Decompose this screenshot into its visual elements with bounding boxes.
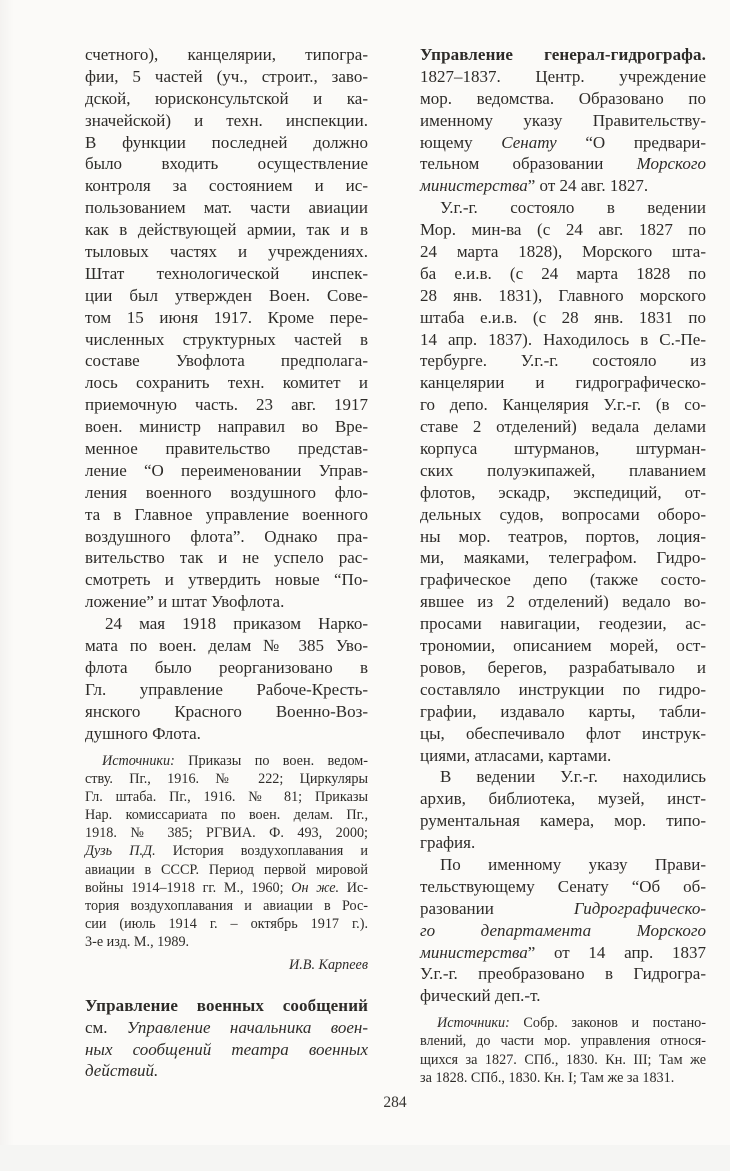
text-segment: В функции последней должно [85, 132, 368, 152]
text-line [420, 504, 706, 526]
text-line [420, 832, 706, 854]
text-segment: лось сохранить техн. комитет и [85, 373, 368, 393]
text-segment: фический деп.-т. [420, 986, 541, 1006]
text-segment: графическое депо (также состо- [420, 570, 706, 590]
right-column [420, 44, 706, 1087]
text-segment: ровов, берегов, разрабатывало и [420, 657, 706, 677]
text-line [85, 806, 368, 824]
text-line [420, 766, 706, 788]
text-segment: Мор. мин-ва (с 24 авг. 1827 по [420, 220, 706, 240]
text-line [85, 307, 368, 329]
text-segment: составляло инструкции по гидро- [420, 679, 706, 699]
text-segment: ” от 14 апр. 1837 [527, 942, 706, 962]
text-line [85, 897, 368, 915]
entry-block [85, 995, 368, 1083]
text-segment: было входить осуществление [85, 154, 368, 174]
text-line [85, 933, 368, 951]
text-line [85, 416, 368, 438]
text-segment: тыловых частях и учреждениях. [85, 242, 368, 262]
text-line [420, 416, 706, 438]
text-segment: Морского [636, 154, 706, 174]
text-segment: Источники: [102, 752, 175, 769]
text-line [420, 263, 706, 285]
text-segment: войны 1914–1918 гг. М., 1960; [85, 879, 292, 896]
text-line [420, 153, 706, 175]
text-segment: Нар. комиссариата по воен. делам. Пг., [85, 807, 368, 824]
text-line [420, 1014, 706, 1032]
text-segment: ложение” и штат Увофлота. [85, 592, 285, 612]
text-segment: та в Главное управление военного [85, 504, 368, 524]
text-line [420, 942, 706, 964]
text-segment: значейской) и техн. инспекции. [85, 110, 368, 130]
text-line [85, 175, 368, 197]
text-line [85, 263, 368, 285]
text-segment: министерства [420, 942, 528, 962]
text-segment: счетного), канцелярии, типогра- [85, 45, 368, 64]
text-line [85, 329, 368, 351]
text-segment: явшее из 2 отделений) ведало во- [420, 592, 706, 612]
text-line [85, 879, 368, 897]
text-segment: Сенату [501, 132, 557, 152]
text-segment: Приказы по воен. ведом- [174, 752, 368, 769]
text-segment: го депо. Канцелярия У.г.-г. (в со- [420, 395, 706, 415]
text-segment: контроля за состоянием и ис- [85, 176, 368, 196]
text-line [85, 547, 368, 569]
text-segment: ставе 2 отделений) ведала делами [420, 417, 706, 437]
text-segment: графии, издавало карты, табли- [420, 701, 706, 721]
text-segment: графия. [420, 833, 476, 853]
text-line [85, 1017, 368, 1039]
text-line [420, 985, 706, 1007]
text-line [420, 329, 706, 351]
text-line [420, 701, 706, 723]
text-line [85, 197, 368, 219]
text-segment: приемочную часть. 23 авг. 1917 [85, 395, 368, 415]
text-segment: Гл. управление Рабоче-Кресть- [85, 679, 368, 699]
text-line [420, 657, 706, 679]
text-line [85, 788, 368, 806]
text-line [85, 995, 368, 1017]
text-segment: тельном образовании [420, 154, 637, 174]
text-line [420, 219, 706, 241]
text-segment: ба е.и.в. (с 24 марта 1828 по [420, 263, 706, 283]
text-segment: действий. [85, 1061, 159, 1081]
text-segment: дельных судов, вопросами оборо- [420, 504, 706, 524]
text-segment: мата по воен. делам № 385 Уво- [85, 636, 368, 656]
text-segment: разовании [420, 898, 574, 918]
text-segment: 24 марта 1828), Морского шта- [420, 242, 706, 262]
text-line [85, 635, 368, 657]
left-column [85, 44, 368, 1082]
text-line [85, 372, 368, 394]
text-segment: смотреть и утвердить новые “По- [85, 570, 368, 590]
text-line [420, 438, 706, 460]
text-line [85, 591, 368, 613]
text-segment: ление “О переименовании Управ- [85, 460, 368, 480]
text-segment: как в действующей армии, так и в [85, 220, 368, 240]
text-segment: 1918. № 385; РГВИА. Ф. 493, 2000; [85, 825, 368, 842]
text-line [420, 723, 706, 745]
text-line [85, 504, 368, 526]
text-segment: дской, юрисконсультской и ка- [85, 88, 368, 108]
text-line [420, 110, 706, 132]
text-segment: Управление военных сообщений [85, 995, 368, 1015]
text-segment: ми, маяками, телеграфом. Гидро- [420, 548, 706, 568]
text-segment: Источники: [437, 1015, 510, 1032]
text-line [420, 591, 706, 613]
text-line [420, 920, 706, 942]
text-line [420, 175, 706, 197]
text-segment: влений, до части мор. управления относя- [420, 1033, 706, 1050]
text-line [85, 824, 368, 842]
text-segment: министерства [420, 176, 528, 196]
text-line [420, 394, 706, 416]
text-line [420, 1051, 706, 1069]
text-segment: фии, 5 частей (уч., строит., заво- [85, 66, 368, 86]
text-line [420, 307, 706, 329]
text-line [85, 153, 368, 175]
text-line [420, 854, 706, 876]
text-segment: авиации в СССР. Период первой мировой [85, 861, 368, 878]
text-line [420, 569, 706, 591]
scan-edge-shadow [0, 0, 14, 1171]
text-line [420, 810, 706, 832]
text-segment: ления военного воздушного фло- [85, 482, 368, 502]
text-segment: Ис- [339, 879, 368, 896]
main-block [85, 44, 368, 745]
text-segment: тельствующему Сенату “Об об- [420, 876, 706, 896]
text-segment: флотов, эскадр, экспедиций, от- [420, 482, 706, 502]
text-segment: см. [85, 1017, 127, 1037]
text-segment: сии (июль 1914 г. – октябрь 1917 г.). [85, 916, 368, 933]
text-segment: 3-е изд. М., 1989. [85, 934, 190, 951]
text-line [420, 372, 706, 394]
text-segment: ” от 24 авг. 1827. [527, 176, 649, 196]
text-segment: воен. министр направил во Вре- [85, 417, 368, 437]
text-segment: пользованием мат. части авиации [85, 198, 368, 218]
text-segment: цы, обеспечивало флот инструк- [420, 723, 706, 743]
text-segment: менное правительство представ- [85, 439, 368, 459]
text-segment: го департамента Морского [420, 920, 706, 940]
text-line [420, 88, 706, 110]
text-segment: История воздухоплавания и [155, 843, 368, 860]
text-segment: ющему [420, 132, 502, 152]
text-line [420, 898, 706, 920]
text-line [420, 679, 706, 701]
text-segment: “О предвари- [556, 132, 706, 152]
text-line [420, 285, 706, 307]
text-segment: просами навигации, геодезии, ас- [420, 614, 706, 634]
text-line [420, 132, 706, 154]
text-segment: за 1828. СПб., 1830. Кн. I; Там же за 1831. [420, 1069, 675, 1086]
text-segment: воздушного флота”. Однако пра- [85, 526, 368, 546]
text-segment: Управление начальника воен- [126, 1017, 368, 1037]
text-segment: 14 апр. 1837). Находилось в С.-Пе- [420, 329, 706, 349]
text-line [85, 88, 368, 110]
text-line [420, 613, 706, 635]
text-line [85, 701, 368, 723]
author-block [85, 956, 368, 974]
text-line [85, 460, 368, 482]
text-line [85, 1060, 368, 1082]
text-line [420, 788, 706, 810]
text-line [85, 44, 368, 66]
text-segment: У.г.-г. преобразовано в Гидрогра- [420, 964, 706, 984]
text-segment: тербурге. У.г.-г. состояло из [420, 351, 706, 371]
text-segment: ны мор. театров, портов, лоция- [420, 526, 706, 546]
text-segment: том 15 июня 1917. Кроме пере- [85, 307, 368, 327]
text-line [420, 963, 706, 985]
text-segment: ных сообщений театра военных [85, 1039, 368, 1059]
text-segment: именному указу Правительству- [420, 110, 706, 130]
text-line [85, 132, 368, 154]
text-segment: циями, атласами, картами. [420, 745, 612, 765]
text-segment: Гл. штаба. Пг., 1916. № 81; Приказы [85, 788, 368, 805]
text-segment: 1827–1837. Центр. учреждение [420, 66, 706, 86]
text-line [85, 956, 368, 974]
text-segment: 28 янв. 1831), Главного морского [420, 285, 706, 305]
text-line [420, 1032, 706, 1050]
text-segment: канцелярии и гидрографическо- [420, 373, 706, 393]
text-segment: Дузь П.Д. [85, 843, 156, 860]
text-segment: Он же. [291, 879, 340, 896]
text-line [85, 679, 368, 701]
text-segment: численных структурных частей в [85, 329, 368, 349]
text-line [85, 657, 368, 679]
text-segment: 24 мая 1918 приказом Нарко- [105, 614, 368, 634]
text-line [85, 1039, 368, 1061]
text-line [420, 547, 706, 569]
text-line [85, 438, 368, 460]
text-segment: тория воздухоплавания и авиации в Рос- [85, 898, 368, 914]
text-line [85, 394, 368, 416]
text-segment: ству. Пг., 1916. № 222; Циркуляры [85, 770, 368, 787]
text-line [85, 752, 368, 770]
text-line [420, 460, 706, 482]
sources-block [85, 752, 368, 952]
text-segment: У.г.-г. состояло в ведении [440, 198, 706, 218]
text-line [85, 66, 368, 88]
text-segment: Управление генерал-гидрографа. [420, 45, 706, 64]
text-line [85, 723, 368, 745]
text-segment: янского Красного Военно-Воз- [85, 701, 368, 721]
text-line [85, 613, 368, 635]
text-line [85, 241, 368, 263]
text-line [85, 569, 368, 591]
sources-block [420, 1014, 706, 1087]
text-line [420, 241, 706, 263]
text-segment: рументальная камера, мор. типо- [420, 811, 706, 831]
text-segment: Штат технологической инспек- [85, 263, 368, 283]
text-line [420, 350, 706, 372]
text-segment: щихся за 1827. СПб., 1830. Кн. III; Там же [420, 1051, 706, 1068]
text-line [420, 635, 706, 657]
text-segment: штаба е.и.в. (с 28 янв. 1831 по [420, 307, 706, 327]
text-segment: корпуса штурманов, штурман- [420, 439, 706, 459]
text-line [420, 526, 706, 548]
scan-bottom-strip [0, 1145, 730, 1171]
text-line [85, 526, 368, 548]
text-line [85, 285, 368, 307]
text-line [85, 915, 368, 933]
text-line [85, 842, 368, 860]
text-segment: архив, библиотека, музей, инст- [420, 789, 706, 809]
text-segment: И.В. Карпеев [288, 956, 368, 973]
text-line [85, 482, 368, 504]
text-segment: ции был утвержден Воен. Сове- [85, 285, 368, 305]
text-segment: трономии, описанием морей, ост- [420, 636, 706, 656]
main-block [420, 44, 706, 1007]
text-segment: ских полуэкипажей, плаванием [420, 460, 706, 480]
text-segment: мор. ведомства. Образовано по [420, 88, 706, 108]
text-segment: Гидрографическо- [573, 898, 706, 918]
page-number: 284 [383, 1094, 407, 1111]
text-line [420, 66, 706, 88]
text-segment: составе Увофлота предполага- [85, 351, 368, 371]
text-segment: флота было реорганизовано в [85, 657, 368, 677]
text-line [85, 350, 368, 372]
text-segment: вительство так и не успело рас- [85, 548, 368, 568]
text-segment: По именному указу Прави- [440, 854, 706, 874]
text-line [420, 1069, 706, 1087]
text-line [420, 44, 706, 66]
text-segment: душного Флота. [85, 723, 201, 743]
text-line [420, 876, 706, 898]
text-line [85, 219, 368, 241]
text-segment: В ведении У.г.-г. находились [440, 767, 706, 787]
text-line [85, 861, 368, 879]
text-line [420, 745, 706, 767]
text-line [85, 110, 368, 132]
text-line [85, 770, 368, 788]
text-line [420, 482, 706, 504]
text-segment: Собр. законов и постано- [509, 1015, 706, 1032]
text-line [420, 197, 706, 219]
